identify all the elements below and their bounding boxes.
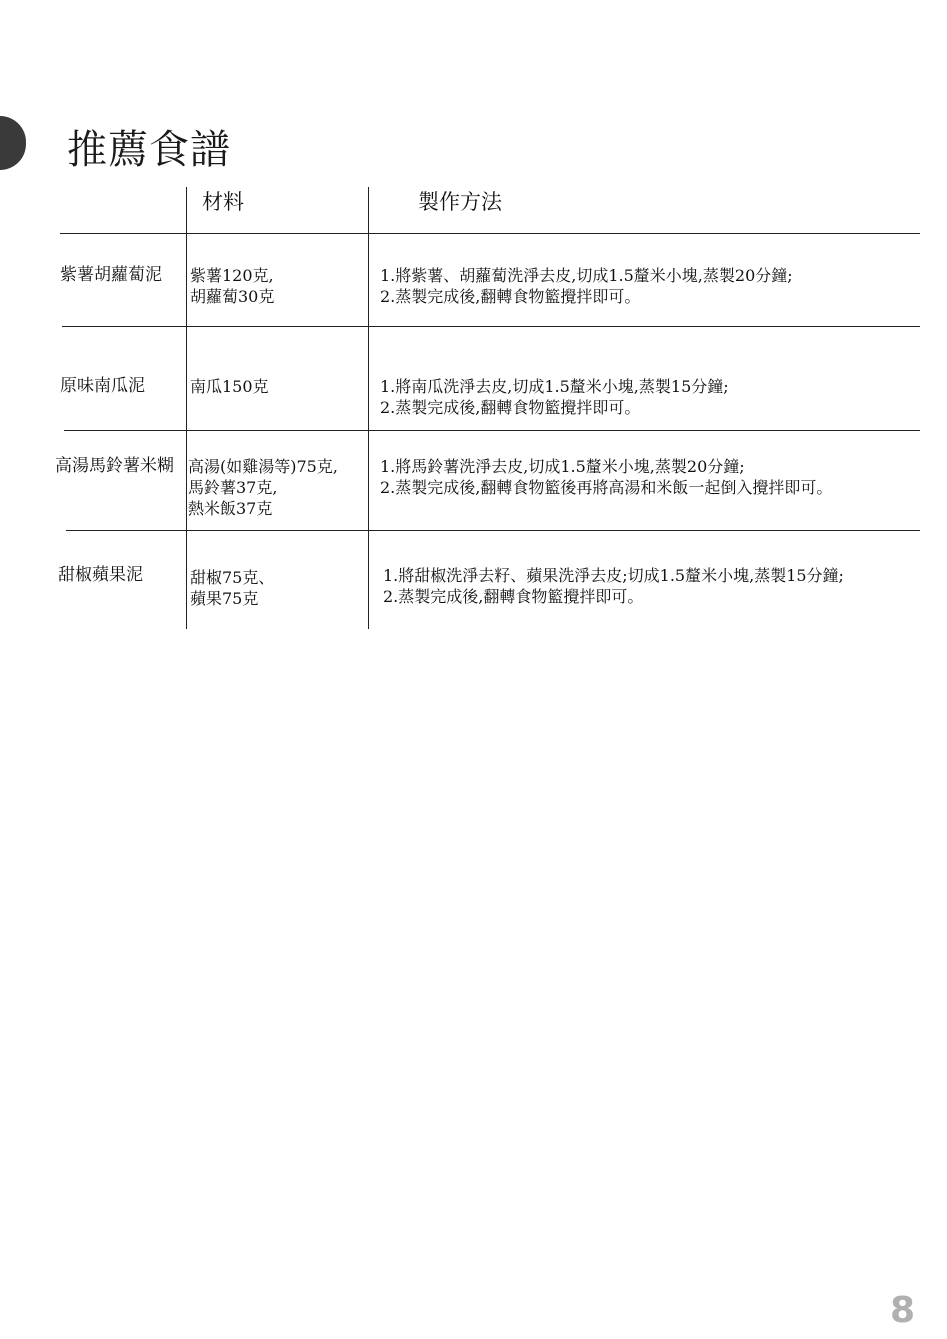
method-step: 1.將馬鈴薯洗淨去皮,切成1.5釐米小塊,蒸製20分鐘; — [380, 457, 745, 476]
column-divider-2 — [368, 187, 369, 629]
page-number: 8 — [890, 1290, 916, 1331]
row-divider — [64, 430, 920, 431]
method-step: 2.蒸製完成後,翻轉食物籃攪拌即可。 — [383, 587, 644, 606]
ingredient-line: 熱米飯37克 — [188, 499, 273, 518]
method-step: 1.將紫薯、胡蘿蔔洗淨去皮,切成1.5釐米小塊,蒸製20分鐘; — [380, 266, 793, 285]
row-divider — [60, 233, 920, 234]
row-divider — [62, 326, 920, 327]
ingredient-line: 高湯(如雞湯等)75克, — [188, 457, 338, 476]
method-step: 1.將南瓜洗淨去皮,切成1.5釐米小塊,蒸製15分鐘; — [380, 377, 729, 396]
recipe-name: 紫薯胡蘿蔔泥 — [60, 265, 162, 285]
method-step: 1.將甜椒洗淨去籽、蘋果洗淨去皮;切成1.5釐米小塊,蒸製15分鐘; — [383, 566, 844, 585]
column-divider-1 — [186, 187, 187, 629]
recipe-name: 高湯馬鈴薯米糊 — [55, 456, 174, 476]
header-method: 製作方法 — [418, 190, 502, 214]
ingredient-line: 南瓜150克 — [190, 377, 269, 396]
ingredient-line: 胡蘿蔔30克 — [190, 287, 275, 306]
section-tab-marker — [0, 116, 26, 170]
ingredient-line: 甜椒75克、 — [190, 568, 275, 587]
page-title: 推薦食譜 — [67, 127, 231, 173]
row-divider — [66, 530, 920, 531]
method-step: 2.蒸製完成後,翻轉食物籃攪拌即可。 — [380, 287, 641, 306]
recipe-name: 甜椒蘋果泥 — [58, 565, 143, 585]
recipe-name: 原味南瓜泥 — [60, 376, 145, 396]
ingredient-line: 蘋果75克 — [190, 589, 259, 608]
header-ingredients: 材料 — [202, 190, 244, 214]
ingredient-line: 紫薯120克, — [190, 266, 274, 285]
ingredient-line: 馬鈴薯37克, — [188, 478, 278, 497]
method-step: 2.蒸製完成後,翻轉食物籃後再將高湯和米飯一起倒入攪拌即可。 — [380, 478, 833, 497]
method-step: 2.蒸製完成後,翻轉食物籃攪拌即可。 — [380, 398, 641, 417]
